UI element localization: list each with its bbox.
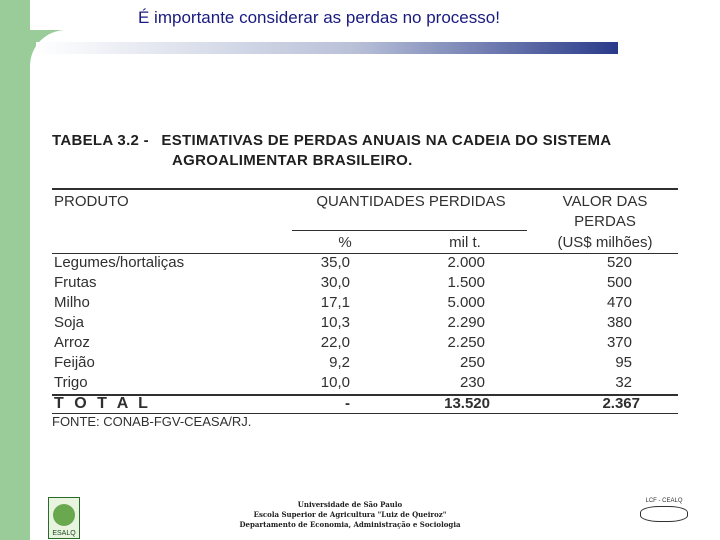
row-produto: Trigo [54,374,88,391]
row-valor: 32 [615,374,632,391]
footer-line3: Departamento de Economia, Administração e Sociologia [239,520,461,529]
table-source: FONTE: CONAB-FGV-CEASA/RJ. [52,414,252,429]
title-underline-gradient [36,42,618,54]
lcf-logo [636,498,692,538]
table-caption-prefix: TABELA 3.2 - [52,132,149,149]
row-milt: 2.250 [447,334,485,351]
row-valor: 380 [606,314,632,331]
header-quantidades: QUANTIDADES PERDIDAS [316,193,506,210]
subheader-rule [292,230,527,231]
row-pct: 22,0 [320,334,350,351]
row-milt: 250 [459,354,485,371]
row-pct: 9,2 [329,354,350,371]
table-top-rule [52,188,678,190]
row-milt: 2.000 [447,254,485,271]
esalq-emblem-icon [53,504,75,526]
row-milt: 230 [459,374,485,391]
header-valor-line2: PERDAS [574,213,636,230]
total-label: T O T A L [54,395,151,412]
esalq-logo [48,497,80,539]
row-pct: 30,0 [320,274,350,291]
row-pct: 17,1 [320,294,350,311]
row-produto: Frutas [54,274,97,291]
footer-line2: Escola Superior de Agricultura "Luiz de Queiroz" [253,510,447,519]
left-green-bar [0,0,30,540]
header-milt: mil t. [449,234,481,251]
table-caption-text1: ESTIMATIVAS DE PERDAS ANUAIS NA CADEIA DO SISTEMA [161,132,612,149]
header-pct: % [338,234,352,251]
row-valor: 470 [606,294,632,311]
lcf-logo-text: LCF - CEALQ [645,498,683,504]
row-produto: Arroz [54,334,90,351]
row-valor: 520 [606,254,632,271]
row-pct: 35,0 [320,254,350,271]
row-produto: Soja [54,314,85,331]
total-pct: - [345,395,350,412]
table-caption-line2: AGROALIMENTAR BRASILEIRO. [172,152,413,169]
lcf-emblem-icon [640,506,688,522]
header-uss: (US$ milhões) [557,234,653,251]
row-produto: Milho [54,294,90,311]
row-milt: 2.290 [447,314,485,331]
header-valor-line1: VALOR DAS [562,193,648,210]
row-pct: 10,0 [320,374,350,391]
footer-line1: Universidade de São Paulo [297,500,403,509]
row-pct: 10,3 [320,314,350,331]
row-produto: Legumes/hortaliças [54,254,185,271]
row-produto: Feijão [54,354,95,371]
header-produto: PRODUTO [54,193,129,210]
row-valor: 500 [606,274,632,291]
footer-institution [200,500,500,530]
slide-title: É importante considerar as perdas no processo! [138,8,500,27]
row-valor: 95 [615,354,632,371]
row-milt: 1.500 [447,274,485,291]
row-valor: 370 [606,334,632,351]
total-valor: 2.367 [602,395,640,412]
table-caption-line1 [52,132,611,149]
total-milt: 13.520 [444,395,490,412]
row-milt: 5.000 [447,294,485,311]
esalq-logo-text: ESALQ [52,530,76,537]
